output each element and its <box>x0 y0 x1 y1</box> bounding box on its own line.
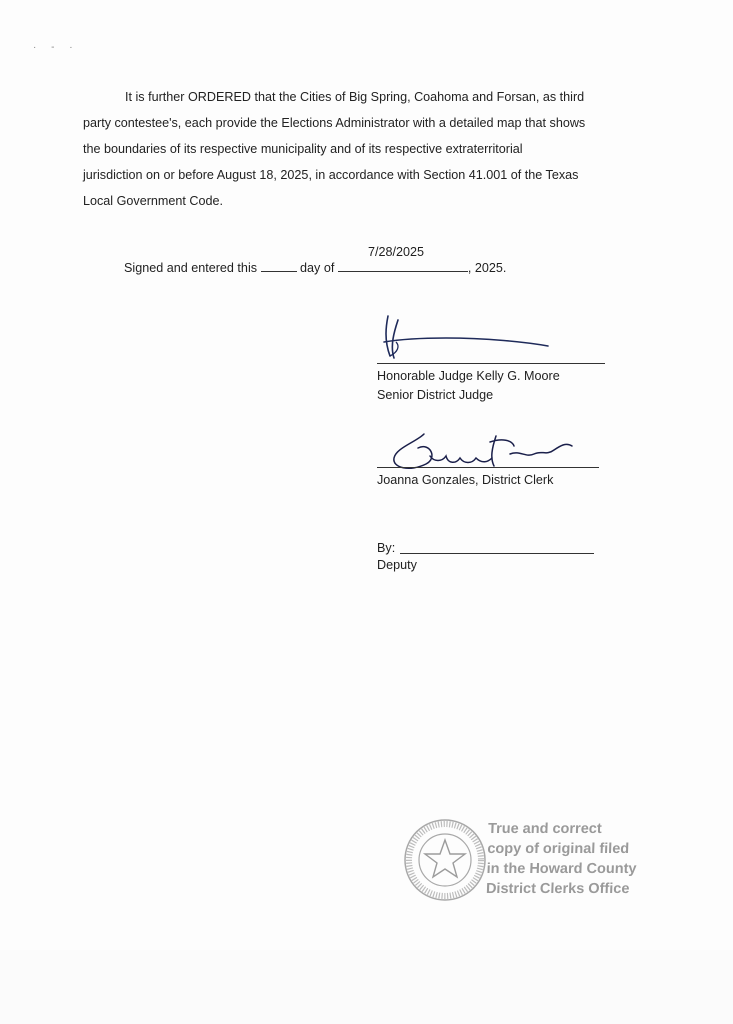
judge-signature-line <box>377 363 605 364</box>
order-paragraph <box>83 84 643 214</box>
stamp-line: in the Howard County <box>486 861 637 877</box>
deputy-title: Deputy <box>377 558 417 572</box>
signed-suffix: , 2025. <box>467 261 507 275</box>
clerk-name: Joanna Gonzales, District Clerk <box>377 473 554 487</box>
signed-line <box>124 261 506 275</box>
signed-prefix: Signed and entered this <box>124 261 258 275</box>
signed-middle: day of <box>300 261 335 275</box>
stamp-line: True and correct <box>487 821 602 837</box>
deputy-signature-line <box>400 553 594 554</box>
paragraph-line: Local Government Code. <box>83 194 224 208</box>
judge-signature <box>376 312 556 364</box>
day-blank <box>261 261 297 272</box>
signing-date: 7/28/2025 <box>368 245 425 259</box>
deputy-by-label: By: <box>377 541 396 555</box>
stamp-line: copy of original filed <box>487 841 630 857</box>
county-seal-icon <box>403 818 487 902</box>
scan-specks: · - · <box>33 42 79 53</box>
paragraph-line: the boundaries of its respective municipality and of its respective extraterritorial <box>83 142 523 156</box>
page-margin <box>0 950 733 1024</box>
paragraph-line: jurisdiction on or before August 18, 2025, in accordance with Section 41.001 of the Texas <box>83 168 579 182</box>
judge-name: Honorable Judge Kelly G. Moore <box>377 369 560 383</box>
judge-title: Senior District Judge <box>377 388 494 402</box>
month-blank <box>338 261 468 272</box>
paragraph-line: party contestee's, each provide the Elections Administrator with a detailed map that shows <box>83 116 586 130</box>
paragraph-line: It is further ORDERED that the Cities of Big Spring, Coahoma and Forsan, as third <box>125 90 585 104</box>
stamp-line: District Clerks Office <box>485 881 630 897</box>
clerk-signature-line <box>377 467 599 468</box>
certification-stamp <box>486 819 639 899</box>
